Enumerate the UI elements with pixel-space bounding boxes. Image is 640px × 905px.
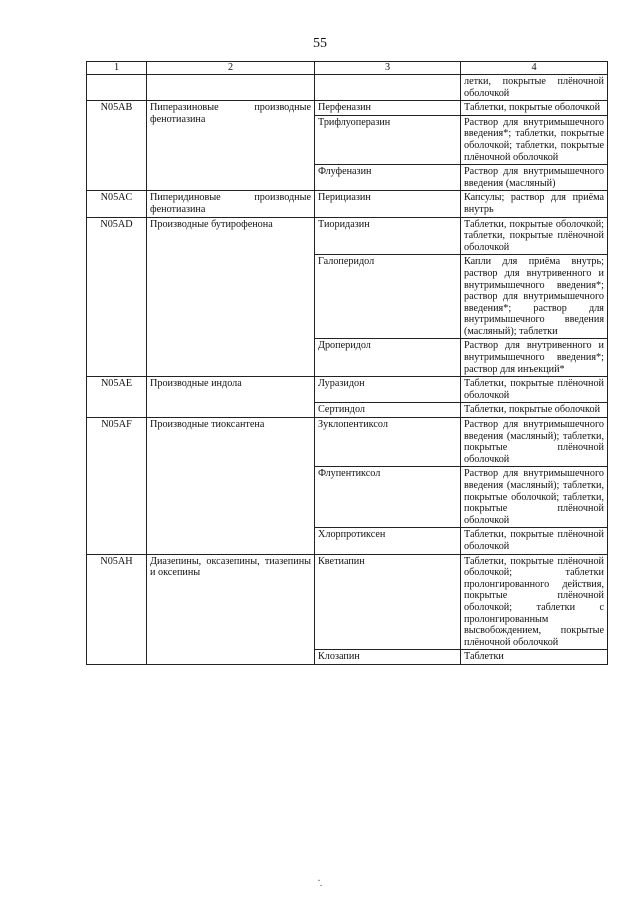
dosage-form-cell: Раствор для внутримышечного введения (масляный) [461,165,608,191]
drug-name-cell: Дроперидол [315,339,461,377]
atc-group-cell: Пиперидиновые производные фенотиазина [147,191,315,217]
atc-group-cell: Производные тиоксантена [147,418,315,555]
drug-name-cell: Луразидон [315,377,461,403]
table-row [87,418,608,467]
atc-group-cell: Производные индола [147,377,315,418]
drug-name-cell: Тиоридазин [315,217,461,255]
drug-name-cell: Флуфеназин [315,165,461,191]
table-row [87,377,608,403]
table-row [87,75,608,101]
header-cell: 2 [147,62,315,75]
drug-name-cell: Флупентиксол [315,467,461,528]
dosage-form-cell: Таблетки, покрытые плёночной оболочкой [461,377,608,403]
atc-code-cell: N05AF [87,418,147,555]
atc-code-cell [87,75,147,101]
dosage-form-cell: Раствор для внутримышечного введения (масляный); таблетки, покрытые плёночной оболочкой [461,418,608,467]
dosage-form-cell: Таблетки, покрытые плёночной оболочкой [461,528,608,554]
atc-group-cell [147,75,315,101]
dosage-form-cell: Раствор для внутримышечного введения*; таблетки, покрытые оболочкой; таблетки, покрытые плёночной оболочкой [461,115,608,164]
dosage-form-cell: Таблетки [461,650,608,665]
drug-name-cell: Перициазин [315,191,461,217]
dosage-form-cell: Таблетки, покрытые оболочкой [461,101,608,116]
dosage-form-cell: Раствор для внутримышечного введения (масляный); таблетки, покрытые оболочкой; таблетки, покрытые плёночной оболочкой [461,467,608,528]
dosage-form-cell: Таблетки, покрытые оболочкой; таблетки, покрытые плёночной оболочкой [461,217,608,255]
atc-group-cell: Пиперазиновые производные фенотиазина [147,101,315,191]
dosage-form-cell: Таблетки, покрытые оболочкой [461,403,608,418]
table-row [87,554,608,650]
drug-table-body [87,62,608,665]
page-number: 55 [313,36,327,51]
atc-code-cell: N05AE [87,377,147,418]
atc-code-cell: N05AH [87,554,147,664]
dosage-form-cell: Раствор для внутривенного и внутримышечного введения*; раствор для инъекций* [461,339,608,377]
atc-group-cell: Диазепины, оксазепины, тиазепины и оксепины [147,554,315,664]
drug-name-cell: Трифлуоперазин [315,115,461,164]
drug-table [86,61,608,665]
atc-code-cell: N05AC [87,191,147,217]
drug-name-cell: Галоперидол [315,255,461,339]
table-row [87,217,608,255]
atc-group-cell: Производные бутирофенона [147,217,315,377]
dosage-form-cell: Капсулы; раствор для приёма внутрь [461,191,608,217]
drug-name-cell: Перфеназин [315,101,461,116]
dosage-form-cell: летки, покрытые плёночной оболочкой [461,75,608,101]
drug-name-cell [315,75,461,101]
drug-name-cell: Сертиндол [315,403,461,418]
scan-mark: ·̣ [317,873,321,887]
header-cell: 3 [315,62,461,75]
drug-name-cell: Хлорпротиксен [315,528,461,554]
drug-name-cell: Клозапин [315,650,461,665]
dosage-form-cell: Капли для приёма внутрь; раствор для внутривенного и внутримышечного введения*; раствор для внутримышечного введения*; раствор для внутримышечного введения (масляный); таблетки [461,255,608,339]
header-row [87,62,608,75]
header-cell: 4 [461,62,608,75]
atc-code-cell: N05AB [87,101,147,191]
header-cell: 1 [87,62,147,75]
drug-name-cell: Кветиапин [315,554,461,650]
drug-name-cell: Зуклопентиксол [315,418,461,467]
table-row [87,191,608,217]
dosage-form-cell: Таблетки, покрытые плёночной оболочкой; таблетки пролонгированного действия, покрытые плёночной оболочкой; таблетки с пролонгированным высвобождением, покрытые плёночной оболочкой [461,554,608,650]
atc-code-cell: N05AD [87,217,147,377]
table-row [87,101,608,116]
